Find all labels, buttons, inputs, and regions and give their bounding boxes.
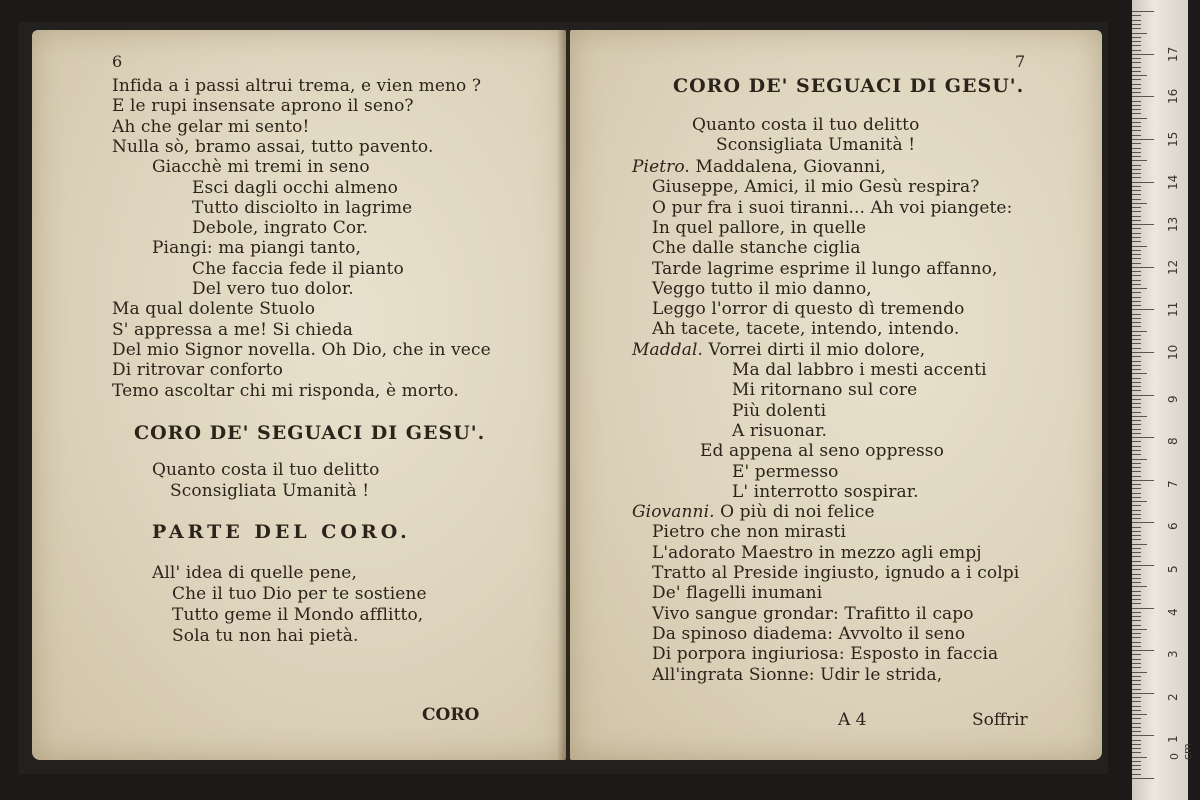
ruler-tick [1132,625,1141,626]
ruler-tick [1132,446,1141,447]
ruler-tick [1132,11,1154,12]
ruler-tick [1132,211,1141,212]
ruler-tick [1132,318,1141,319]
verse-line: In quel pallore, in quelle [652,217,867,238]
ruler-tick [1132,373,1147,374]
verse-line: O pur fra i suoi tiranni... Ah voi piangete: [652,197,1013,218]
ruler-tick [1132,356,1141,357]
ruler-tick [1132,220,1141,221]
ruler-tick [1132,731,1141,732]
verse-line: Vivo sangue grondar: Trafitto il capo [652,603,974,624]
ruler-tick [1132,84,1141,85]
ruler-tick [1132,165,1141,166]
verse-line: Tutto geme il Mondo afflitto, [172,605,424,625]
ruler-tick [1132,228,1141,229]
ruler-tick [1132,522,1154,523]
ruler-number: 12 [1166,259,1180,275]
ruler-tick [1132,275,1141,276]
verse-line: Nulla sò, bramo assai, tutto pavento. [112,136,434,157]
ruler-number: 13 [1166,216,1180,233]
ruler-tick [1132,650,1154,651]
verse-line: Piangi: ma piangi tanto, [152,238,361,259]
verse-line: Da spinoso diadema: Avvolto il seno [652,623,966,644]
ruler-tick [1132,459,1147,460]
verse-line: E' permesso [732,461,839,482]
ruler-tick [1132,765,1141,766]
ruler-tick [1132,710,1141,711]
ruler-tick [1132,250,1141,251]
ruler-number: 15 [1166,131,1180,147]
left-page [32,30,566,760]
speaker-line [632,157,886,177]
ruler-tick [1132,723,1141,724]
ruler-tick [1132,15,1141,16]
ruler-tick [1132,761,1141,762]
ruler-tick [1132,33,1147,34]
ruler-tick [1132,752,1141,753]
ruler-tick [1132,586,1147,587]
verse-line: Più dolenti [732,400,827,421]
signature-mark: A 4 [838,710,867,730]
verse-line: S' appressa a me! Si chieda [112,319,353,340]
ruler-unit: 0 cm [1168,743,1194,760]
ruler-tick [1132,612,1141,613]
ruler-tick [1132,769,1141,770]
verse-line: L'adorato Maestro in mezzo agli empj [652,542,982,563]
ruler-number: 9 [1166,394,1180,403]
ruler-tick [1132,365,1141,366]
right-page [570,30,1102,760]
ruler-tick [1132,143,1141,144]
ruler-tick [1132,689,1141,690]
ruler-tick [1132,186,1141,187]
ruler-tick [1132,748,1141,749]
speaker-name: Maddal. [632,339,709,360]
ruler-tick [1132,663,1141,664]
ruler-tick [1132,135,1141,136]
ruler-tick [1132,267,1154,268]
ruler-tick [1132,740,1141,741]
speaker-line [632,502,875,522]
ruler-tick [1132,301,1141,302]
ruler-tick [1132,667,1141,668]
ruler-tick [1132,599,1141,600]
verse-line: Ma qual dolente Stuolo [112,299,316,320]
ruler-tick [1132,92,1141,93]
ruler-tick [1132,420,1141,421]
ruler-number: 14 [1166,174,1180,190]
ruler-tick [1132,582,1141,583]
ruler-tick [1132,139,1154,140]
ruler-tick [1132,246,1147,247]
ruler-tick [1132,578,1141,579]
chorus-line: Quanto costa il tuo delitto [692,115,920,135]
ruler-tick [1132,241,1141,242]
ruler-tick [1132,697,1141,698]
ruler-tick [1132,399,1141,400]
verse-line: A risuonar. [732,420,827,441]
ruler-tick [1132,348,1141,349]
ruler-tick [1132,463,1141,464]
ruler-tick [1132,37,1141,38]
ruler-tick [1132,216,1141,217]
ruler-tick [1132,386,1141,387]
ruler-tick [1132,263,1141,264]
ruler-tick [1132,24,1141,25]
ruler-tick [1132,96,1154,97]
ruler-tick [1132,122,1141,123]
verse-line: All'ingrata Sionne: Udir le strida, [652,664,943,685]
ruler-tick [1132,744,1141,745]
ruler-tick [1132,169,1141,170]
ruler-tick [1132,292,1141,293]
ruler-tick [1132,361,1141,362]
verse-line: Ed appena al seno oppresso [700,441,944,462]
ruler-tick [1132,407,1141,408]
ruler-tick [1132,284,1141,285]
ruler-tick [1132,727,1141,728]
ruler-tick [1132,561,1141,562]
ruler-tick [1132,224,1154,225]
ruler-tick [1132,591,1141,592]
chorus-heading: CORO DE' SEGUACI DI GESU'. [134,422,486,444]
ruler-tick [1132,88,1141,89]
ruler-tick [1132,544,1147,545]
ruler-tick [1132,271,1141,272]
ruler-tick [1132,335,1141,336]
ruler-tick [1132,297,1141,298]
ruler-tick [1132,416,1147,417]
ruler-tick [1132,148,1141,149]
chorus-line: Quanto costa il tuo delitto [152,460,380,480]
ruler-tick [1132,194,1141,195]
ruler-tick [1132,233,1141,234]
verse-line: L' interrotto sospirar. [732,481,919,502]
verse-line: Ma dal labbro i mesti accenti [732,360,987,380]
ruler-tick [1132,305,1141,306]
ruler-tick [1132,774,1141,775]
verse-line: Esci dagli occhi almeno [192,177,398,198]
ruler-tick [1132,28,1141,29]
ruler-tick [1132,424,1141,425]
ruler-tick [1132,45,1141,46]
ruler-tick [1132,450,1141,451]
verse-line: Di porpora ingiuriosa: Esposto in faccia [652,644,999,665]
ruler-tick [1132,574,1141,575]
speech-text: O più di noi felice [720,502,875,523]
verse-line: Ah che gelar mi sento! [112,116,310,137]
ruler-tick [1132,177,1141,178]
verse-line: All' idea di quelle pene, [152,563,357,583]
ruler-tick [1132,556,1141,557]
ruler-tick [1132,288,1147,289]
ruler-tick [1132,565,1154,566]
ruler-tick [1132,113,1141,114]
chorus-line: Sconsigliata Umanità ! [716,135,916,155]
ruler-tick [1132,616,1141,617]
ruler-tick [1132,126,1141,127]
ruler-tick [1132,429,1141,430]
ruler-number: 4 [1166,607,1180,616]
ruler-tick [1132,441,1141,442]
ruler-tick [1132,595,1141,596]
speaker-name: Giovanni. [632,502,721,523]
ruler-tick [1132,467,1141,468]
ruler-tick [1132,160,1147,161]
ruler-tick [1132,109,1141,110]
ruler-tick [1132,535,1141,536]
ruler-tick [1132,412,1141,413]
ruler-tick [1132,326,1141,327]
ruler-tick [1132,510,1141,511]
ruler-number: 2 [1166,693,1180,701]
verse-line: Giacchè mi tremi in seno [152,157,370,178]
ruler-tick [1132,130,1141,131]
ruler-tick [1132,62,1141,63]
verse-line: Pietro che non mirasti [652,522,847,543]
ruler-tick [1132,343,1141,344]
ruler-tick [1132,501,1147,502]
verse-line: Infida a i passi altrui trema, e vien meno ? [112,76,482,96]
verse-line: Veggo tutto il mio danno, [652,278,872,299]
ruler-tick [1132,548,1141,549]
page-number: 6 [112,52,123,71]
ruler-tick [1132,608,1154,609]
verse-line: Sola tu non hai pietà. [172,626,359,646]
verse-line: Mi ritornano sul core [732,380,918,401]
ruler-tick [1132,237,1141,238]
ruler-tick [1132,314,1141,315]
ruler-tick [1132,156,1141,157]
ruler-tick [1132,454,1141,455]
ruler-tick [1132,203,1147,204]
ruler-tick [1132,50,1141,51]
ruler-tick [1132,54,1154,55]
measuring-ruler [1132,0,1194,800]
ruler-tick [1132,493,1141,494]
ruler-tick [1132,378,1141,379]
verse-line: Leggo l'orror di questo dì tremendo [652,299,965,320]
ruler-tick [1132,437,1154,438]
ruler-tick [1132,58,1141,59]
ruler-tick [1132,390,1141,391]
ruler-tick [1132,433,1141,434]
ruler-number: 7 [1166,480,1180,488]
ruler-tick [1132,718,1141,719]
ruler-tick [1132,757,1147,758]
ruler-tick [1132,403,1141,404]
ruler-number: 6 [1166,522,1180,531]
ruler-tick [1132,680,1141,681]
verse-line: Tratto al Preside ingiusto, ignudo a i colpi [652,563,1020,583]
ruler-tick [1132,190,1141,191]
ruler-tick [1132,309,1154,310]
ruler-tick [1132,633,1141,634]
ruler-tick [1132,173,1141,174]
verse-line: Temo ascoltar chi mi risponda, è morto. [112,380,459,401]
ruler-tick [1132,79,1141,80]
verse-line: Giuseppe, Amici, il mio Gesù respira? [652,177,980,198]
ruler-tick [1132,637,1141,638]
ruler-tick [1132,471,1141,472]
ruler-tick [1132,518,1141,519]
ruler-tick [1132,620,1141,621]
ruler-tick [1132,497,1141,498]
catchword: Soffrir [972,710,1028,730]
ruler-tick [1132,484,1141,485]
chorus-line: Sconsigliata Umanità ! [170,481,370,501]
ruler-number: 1 [1166,735,1180,744]
ruler-tick [1132,505,1141,506]
ruler-tick [1132,654,1141,655]
ruler-number: 10 [1166,344,1180,360]
ruler-tick [1132,672,1147,673]
verse-line: Tarde lagrime esprime il lungo affanno, [652,258,998,279]
verse-line: Che il tuo Dio per te sostiene [172,584,427,604]
speaker-line [632,340,925,360]
ruler-tick [1132,480,1154,481]
ruler-tick [1132,20,1141,21]
ruler-tick [1132,676,1141,677]
ruler-tick [1132,152,1141,153]
ruler-tick [1132,71,1141,72]
ruler-tick [1132,552,1141,553]
ruler-tick [1132,118,1147,119]
ruler-tick [1132,476,1141,477]
ruler-tick [1132,182,1154,183]
verse-line: Di ritrovar conforto [112,360,283,381]
speaker-name: Pietro. [632,157,696,177]
ruler-tick [1132,207,1141,208]
verse-line: Del mio Signor novella. Oh Dio, che in vece [112,339,491,360]
verse-line: Tutto disciolto in lagrime [192,197,413,218]
chorus-heading: CORO DE' SEGUACI DI GESU'. [673,75,1025,97]
part-heading: PARTE DEL CORO. [152,521,411,543]
ruler-tick [1132,527,1141,528]
ruler-tick [1132,382,1141,383]
ruler-number: 11 [1166,302,1180,318]
speech-text: Vorrei dirti il mio dolore, [708,339,926,360]
page-number: 7 [1015,52,1026,71]
ruler-tick [1132,339,1141,340]
ruler-tick [1132,531,1141,532]
speech-text: Maddalena, Giovanni, [695,157,887,177]
ruler-number: 8 [1166,437,1180,446]
ruler-tick [1132,331,1147,332]
verse-line: Ah tacete, tacete, intendo, intendo. [652,319,960,340]
ruler-tick [1132,569,1141,570]
ruler-tick [1132,488,1141,489]
verse-line: De' flagelli inumani [652,583,823,604]
ruler-tick [1132,539,1141,540]
ruler-tick [1132,254,1141,255]
ruler-tick [1132,778,1154,779]
ruler-tick [1132,629,1147,630]
ruler-tick [1132,41,1141,42]
ruler-tick [1132,684,1141,685]
ruler-number: 5 [1166,565,1180,573]
ruler-tick [1132,603,1141,604]
verse-line: Che faccia fede il pianto [192,258,404,279]
ruler-number: 16 [1166,89,1180,105]
verse-line: Che dalle stanche ciglia [652,238,861,259]
ruler-tick [1132,75,1147,76]
ruler-tick [1132,735,1154,736]
ruler-tick [1132,514,1141,515]
ruler-tick [1132,369,1141,370]
ruler-tick [1132,659,1141,660]
ruler-tick [1132,642,1141,643]
ruler-tick [1132,199,1141,200]
ruler-tick [1132,67,1141,68]
verse-line: E le rupi insensate aprono il seno? [112,96,414,117]
ruler-tick [1132,101,1141,102]
ruler-tick [1132,105,1141,106]
ruler-number: 17 [1166,46,1180,62]
ruler-tick [1132,693,1154,694]
catchword: CORO [422,705,480,725]
ruler-tick [1132,395,1154,396]
ruler-tick [1132,322,1141,323]
ruler-tick [1132,714,1147,715]
ruler-tick [1132,280,1141,281]
ruler-number: 3 [1166,650,1180,659]
ruler-tick [1132,706,1141,707]
verse-line: Debole, ingrato Cor. [192,218,369,239]
ruler-tick [1132,352,1154,353]
ruler-tick [1132,258,1141,259]
verse-line: Del vero tuo dolor. [192,279,354,299]
ruler-tick [1132,646,1141,647]
ruler-tick [1132,701,1141,702]
